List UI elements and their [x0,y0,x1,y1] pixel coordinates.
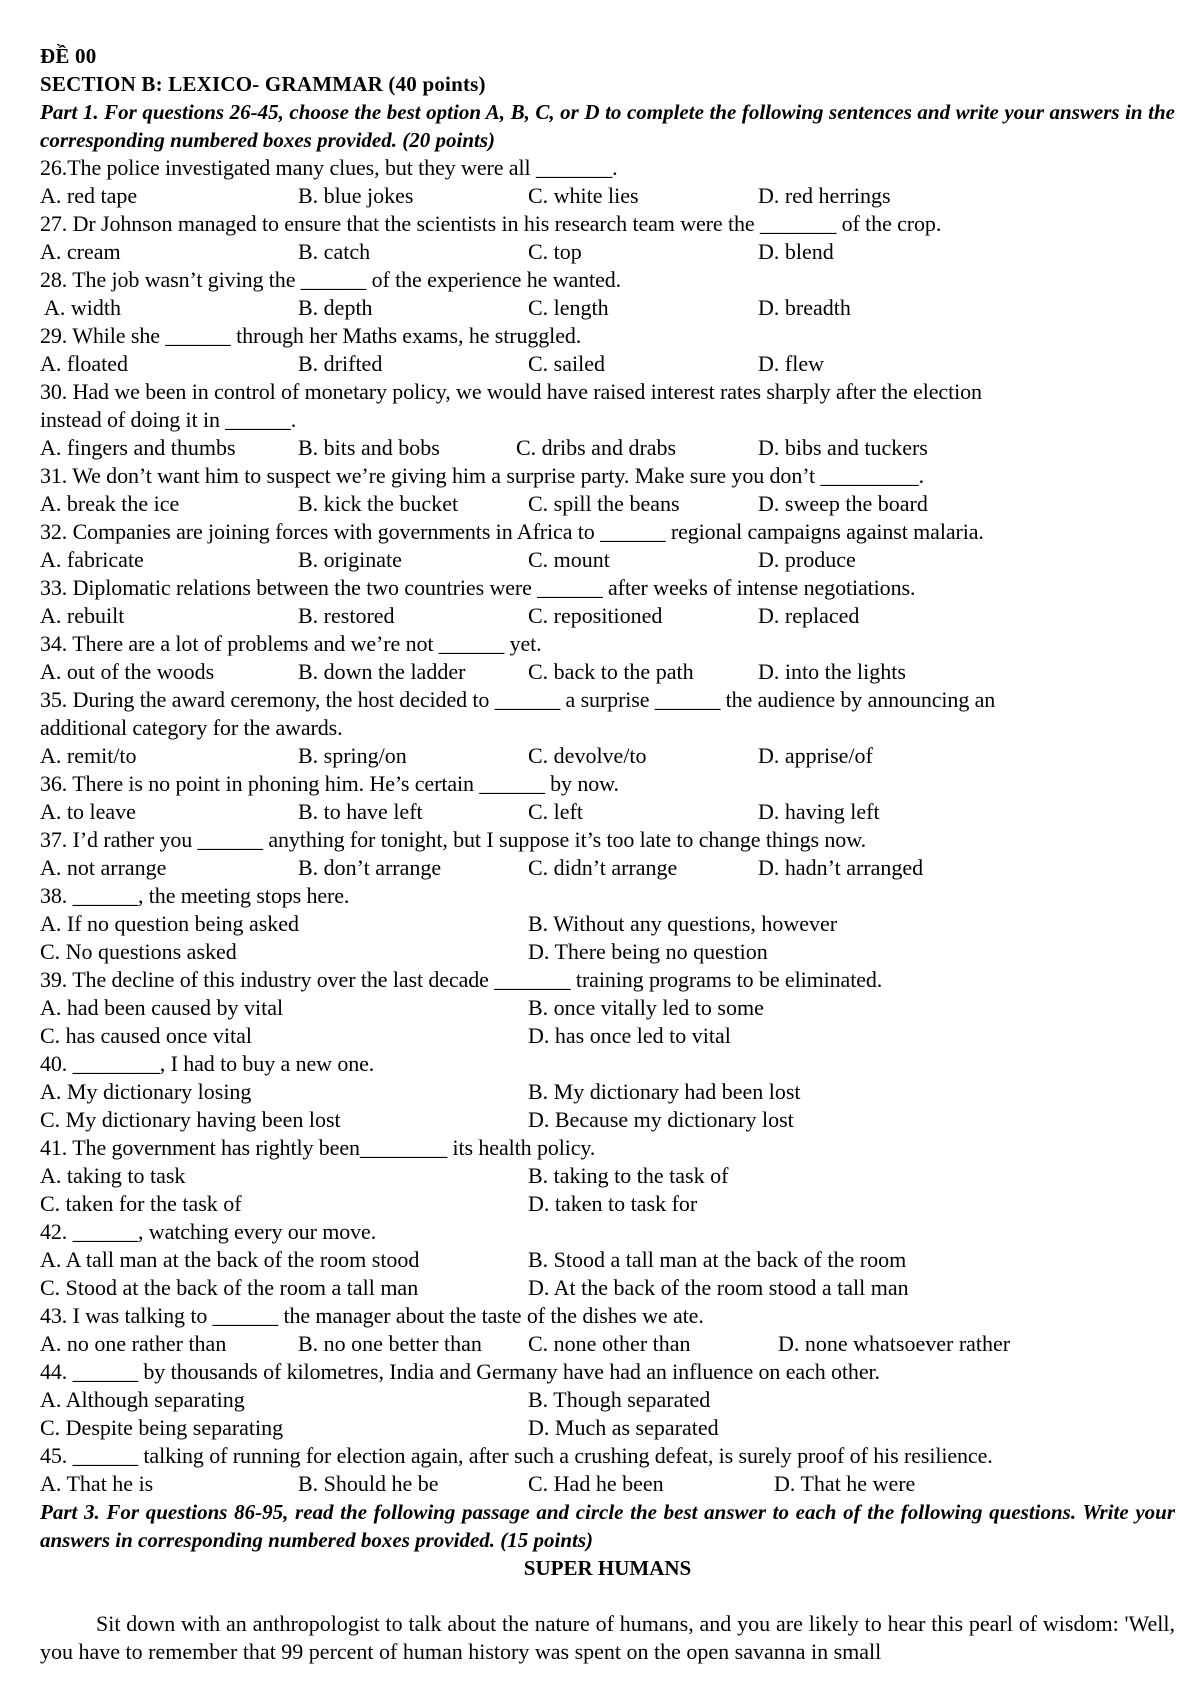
option-b: B. Stood a tall man at the back of the room [528,1247,907,1272]
option-a: A. no one rather than [40,1331,227,1356]
option-d: D. replaced [758,603,860,628]
option-c: C. mount [528,547,610,572]
option-b: B. drifted [298,351,383,376]
option-a: A. fabricate [40,547,144,572]
option-d: D. taken to task for [528,1191,698,1216]
question-28: 28. The job wasn’t giving the ______ of the experience he wanted. [40,267,622,292]
options-41-cd [40,1190,1175,1218]
options-42-ab [40,1246,1175,1274]
option-b: B. spring/on [298,743,407,768]
option-a: A. width [44,295,121,320]
option-b: B. depth [298,295,373,320]
question-39: 39. The decline of this industry over the last decade _______ training programs to be eliminated. [40,967,883,992]
question-31: 31. We don’t want him to suspect we’re giving him a surprise party. Make sure you don’t _________. [40,463,924,488]
option-a: A. Although separating [40,1387,245,1412]
question-42: 42. ______, watching every our move. [40,1219,377,1244]
option-b: B. originate [298,547,402,572]
option-d: D. Because my dictionary lost [528,1107,794,1132]
option-c: C. none other than [528,1331,691,1356]
options-40-ab [40,1078,1175,1106]
option-c: C. left [528,799,583,824]
options-34 [40,658,1175,686]
question-27: 27. Dr Johnson managed to ensure that the scientists in his research team were the _______ of the crop. [40,211,942,236]
question-34: 34. There are a lot of problems and we’re not ______ yet. [40,631,542,656]
question-35: 35. During the award ceremony, the host decided to ______ a surprise ______ the audience by announcing an [40,687,996,712]
option-b: B. blue jokes [298,183,414,208]
option-a: A. break the ice [40,491,180,516]
option-c: C. dribs and drabs [516,435,677,460]
option-a: A. A tall man at the back of the room stood [40,1247,420,1272]
option-b: B. My dictionary had been lost [528,1079,801,1104]
option-a: A. out of the woods [40,659,215,684]
options-39-cd [40,1022,1175,1050]
option-d: D. produce [758,547,856,572]
option-b: B. don’t arrange [298,855,442,880]
options-28 [40,294,1175,322]
option-d: D. flew [758,351,824,376]
question-40: 40. ________, I had to buy a new one. [40,1051,375,1076]
option-d: D. blend [758,239,834,264]
option-a: A. not arrange [40,855,167,880]
options-29 [40,350,1175,378]
option-b: B. restored [298,603,395,628]
option-a: A. If no question being asked [40,911,300,936]
option-b: B. once vitally led to some [528,995,764,1020]
option-b: B. Should he be [298,1471,439,1496]
document-page [40,42,1175,1666]
option-b: B. Though separated [528,1387,711,1412]
question-36: 36. There is no point in phoning him. He’s certain ______ by now. [40,771,619,796]
option-b: B. Without any questions, however [528,911,838,936]
option-c: C. length [528,295,609,320]
question-35-cont: additional category for the awards. [40,715,343,740]
options-41-ab [40,1162,1175,1190]
option-b: B. no one better than [298,1331,482,1356]
option-d: D. That he were [774,1471,916,1496]
option-c: C. My dictionary having been lost [40,1107,341,1132]
question-33: 33. Diplomatic relations between the two countries were ______ after weeks of intense negotiations. [40,575,916,600]
options-26 [40,182,1175,210]
option-d: D. none whatsoever rather [778,1331,1011,1356]
option-c: C. sailed [528,351,605,376]
question-26: 26.The police investigated many clues, but they were all _______. [40,155,618,180]
question-29: 29. While she ______ through her Maths exams, he struggled. [40,323,582,348]
option-a: A. had been caused by vital [40,995,284,1020]
option-d: D. has once led to vital [528,1023,731,1048]
option-a: A. floated [40,351,128,376]
option-a: A. That he is [40,1471,154,1496]
option-b: B. taking to the task of [528,1163,729,1188]
question-45: 45. ______ talking of running for election again, after such a crushing defeat, is surely proof of his resilience. [40,1443,993,1468]
options-35 [40,742,1175,770]
option-d: D. At the back of the room stood a tall man [528,1275,909,1300]
option-c: C. Had he been [528,1471,664,1496]
options-43 [40,1330,1175,1358]
options-36 [40,798,1175,826]
options-44-cd [40,1414,1175,1442]
question-30: 30. Had we been in control of monetary policy, we would have raised interest rates sharply after the election [40,379,982,404]
option-b: B. bits and bobs [298,435,440,460]
options-33 [40,602,1175,630]
option-a: A. red tape [40,183,138,208]
option-b: B. down the ladder [298,659,466,684]
part1-instructions: Part 1. For questions 26-45, choose the best option A, B, C, or D to complete the following sentences and write your answers in the corresponding numbered boxes provided. (20 points) [40,100,1175,152]
option-a: A. rebuilt [40,603,125,628]
question-32: 32. Companies are joining forces with governments in Africa to ______ regional campaigns against malaria. [40,519,984,544]
options-45 [40,1470,1175,1498]
options-42-cd [40,1274,1175,1302]
option-d: D. Much as separated [528,1415,719,1440]
option-b: B. kick the bucket [298,491,459,516]
part3-instructions: Part 3. For questions 86-95, read the following passage and circle the best answer to each of the following questions. Write your answers in corresponding numbered boxes provided. (15 points) [40,1500,1175,1552]
option-c: C. back to the path [528,659,694,684]
option-d: D. having left [758,799,880,824]
options-39-ab [40,994,1175,1022]
option-d: D. sweep the board [758,491,928,516]
passage-title: SUPER HUMANS [523,1556,692,1580]
option-d: D. hadn’t arranged [758,855,924,880]
question-30-cont: instead of doing it in ______. [40,407,297,432]
question-44: 44. ______ by thousands of kilometres, India and Germany have had an influence on each other. [40,1359,880,1384]
options-31 [40,490,1175,518]
option-a: A. to leave [40,799,136,824]
options-37 [40,854,1175,882]
option-c: C. taken for the task of [40,1191,242,1216]
option-c: C. devolve/to [528,743,647,768]
exam-code: ĐỀ 00 [40,44,97,68]
option-c: C. Despite being separating [40,1415,284,1440]
option-d: D. apprise/of [758,743,873,768]
option-d: D. breadth [758,295,851,320]
option-d: D. red herrings [758,183,891,208]
option-c: C. No questions asked [40,939,237,964]
option-c: C. spill the beans [528,491,680,516]
option-c: C. didn’t arrange [528,855,678,880]
option-d: D. There being no question [528,939,768,964]
option-a: A. remit/to [40,743,137,768]
option-c: C. has caused once vital [40,1023,252,1048]
options-38-cd [40,938,1175,966]
option-c: C. white lies [528,183,639,208]
options-38-ab [40,910,1175,938]
question-41: 41. The government has rightly been________ its health policy. [40,1135,596,1160]
question-43: 43. I was talking to ______ the manager about the taste of the dishes we ate. [40,1303,704,1328]
option-a: A. fingers and thumbs [40,435,236,460]
options-40-cd [40,1106,1175,1134]
passage-text: Sit down with an anthropologist to talk about the nature of humans, and you are likely to hear this pearl of wisdom: 'Well, you have to remember that 99 percent of human history was spent on the open savanna in small [40,1611,1175,1664]
option-a: A. My dictionary losing [40,1079,252,1104]
option-d: D. bibs and tuckers [758,435,928,460]
options-32 [40,546,1175,574]
question-38: 38. ______, the meeting stops here. [40,883,350,908]
option-c: C. top [528,239,582,264]
option-a: A. cream [40,239,121,264]
options-44-ab [40,1386,1175,1414]
option-c: C. repositioned [528,603,663,628]
options-30 [40,434,1175,462]
option-b: B. catch [298,239,371,264]
option-a: A. taking to task [40,1163,186,1188]
question-37: 37. I’d rather you ______ anything for tonight, but I suppose it’s too late to change things now. [40,827,866,852]
option-d: D. into the lights [758,659,906,684]
options-27 [40,238,1175,266]
section-heading: SECTION B: LEXICO- GRAMMAR (40 points) [40,72,486,96]
option-c: C. Stood at the back of the room a tall man [40,1275,419,1300]
option-b: B. to have left [298,799,423,824]
